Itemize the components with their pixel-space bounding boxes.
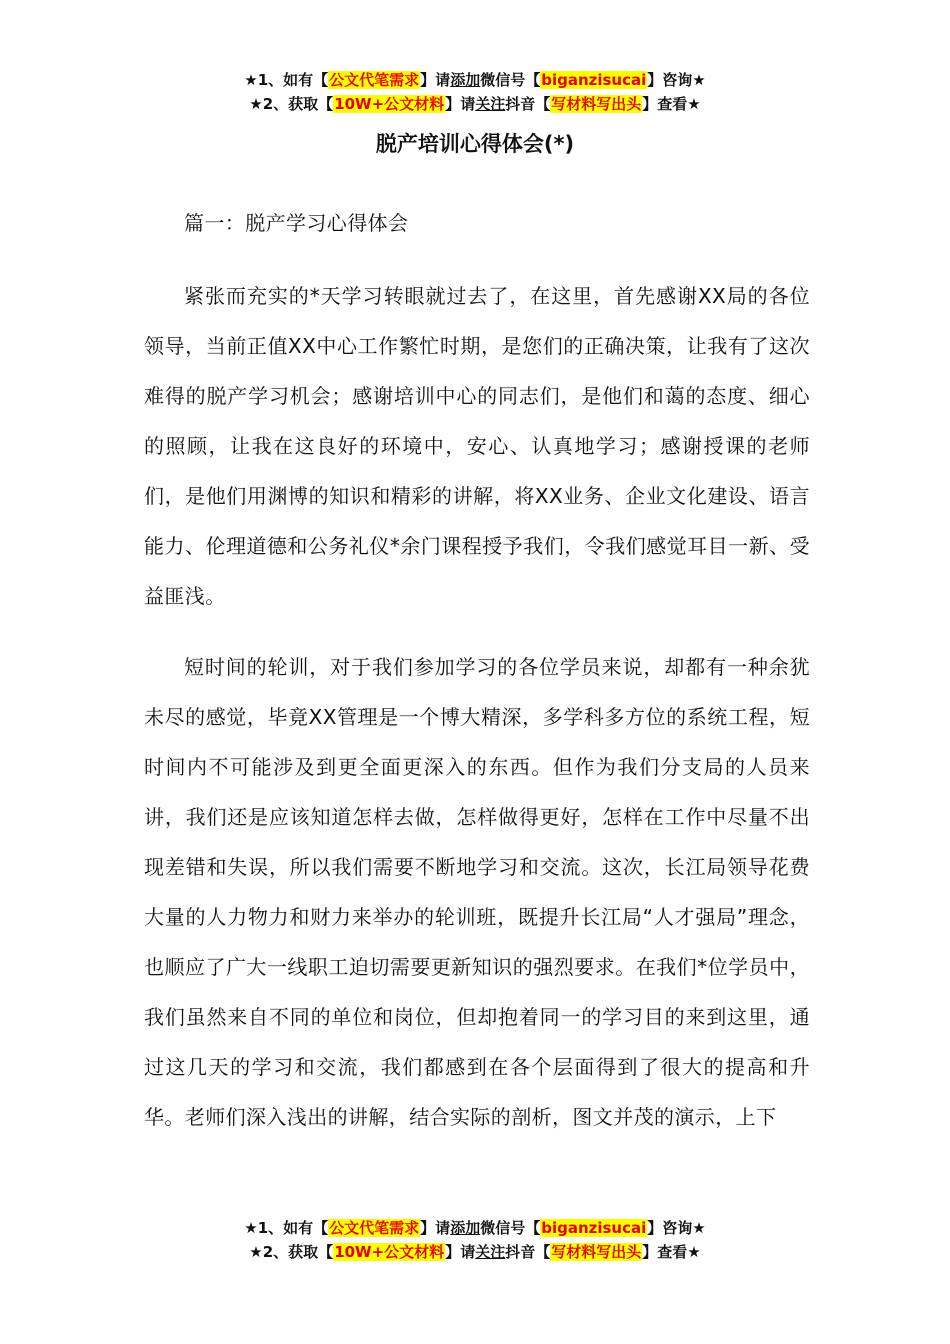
emphasis-text: 添加	[450, 1219, 481, 1237]
emphasis-text: 添加	[450, 71, 481, 89]
wechat-id: biganzisucai	[541, 71, 647, 89]
banner-text: 】查看★	[642, 95, 701, 113]
banner-text: ★2、获取【	[249, 1243, 334, 1261]
highlight-label: 10W+公文材料	[334, 1243, 445, 1261]
section-heading: 篇一：脱产学习心得体会	[184, 211, 409, 235]
banner-text: 抖音【	[505, 1243, 551, 1261]
paragraph-2: 短时间的轮训，对于我们参加学习的各位学员来说，却都有一种余犹未尽的感觉，毕竟XX管理是一个博大精深，多学科多方位的系统工程，短时间内不可能涉及到更全面更深入的东西。但作为我们分支局的人员来讲，我们还是应该知道怎样去做，怎样做得更好，怎样在工作中尽量不出现差错和失误，所以我们需要不断地学习和交流。这次，长江局领导花费大量的人力物力和财力来举办的轮训班，既提升长江局“人才强局”理念，也顺应了广大一线职工迫切需要更新知识的强烈要求。在我们*位学员中，我们虽然来自不同的单位和岗位，但却抱着同一的学习目的来到这里，通过这几天的学习和交流，我们都感到在各个层面得到了很大的提高和升华。老师们深入浅出的讲解，结合实际的剖析，图文并茂的演示，上下	[144, 655, 810, 1129]
wechat-id: biganzisucai	[541, 1219, 647, 1237]
document-title: 脱产培训心得体会(*)	[375, 132, 575, 156]
banner-text: 微信号【	[480, 1219, 541, 1237]
banner-text: 微信号【	[480, 71, 541, 89]
banner-text: ★1、如有【	[244, 1219, 329, 1237]
banner-line-2	[0, 92, 950, 116]
banner-text: ★1、如有【	[244, 71, 329, 89]
highlight-label: 公文代笔需求	[329, 71, 420, 89]
banner-text: 】请	[445, 1243, 476, 1261]
douyin-account: 写材料写出头	[551, 95, 642, 113]
top-banner	[0, 68, 950, 116]
document-body	[144, 198, 810, 1142]
banner-text: 】查看★	[642, 1243, 701, 1261]
banner-line-1	[0, 68, 950, 92]
emphasis-text: 关注	[475, 95, 506, 113]
banner-text: 】请	[445, 95, 476, 113]
paragraph-1: 紧张而充实的*天学习转眼就过去了，在这里，首先感谢XX局的各位领导，当前正值XX中心工作繁忙时期，是您们的正确决策，让我有了这次难得的脱产学习机会；感谢培训中心的同志们，是他们和蔼的态度、细心的照顾，让我在这良好的环境中，安心、认真地学习；感谢授课的老师们，是他们用渊博的知识和精彩的讲解，将XX业务、企业文化建设、语言能力、伦理道德和公务礼仪*余门课程授予我们，令我们感觉耳目一新、受益匪浅。	[144, 284, 810, 608]
banner-text: 抖音【	[505, 95, 551, 113]
banner-text: 】请	[420, 1219, 451, 1237]
banner-text: 】咨询★	[647, 1219, 706, 1237]
banner-text: 】请	[420, 71, 451, 89]
bottom-banner	[0, 1216, 950, 1264]
banner-line-1	[0, 1216, 950, 1240]
emphasis-text: 关注	[475, 1243, 506, 1261]
highlight-label: 10W+公文材料	[334, 95, 445, 113]
highlight-label: 公文代笔需求	[329, 1219, 420, 1237]
douyin-account: 写材料写出头	[551, 1243, 642, 1261]
banner-text: ★2、获取【	[249, 95, 334, 113]
banner-text: 】咨询★	[647, 71, 706, 89]
banner-line-2	[0, 1240, 950, 1264]
